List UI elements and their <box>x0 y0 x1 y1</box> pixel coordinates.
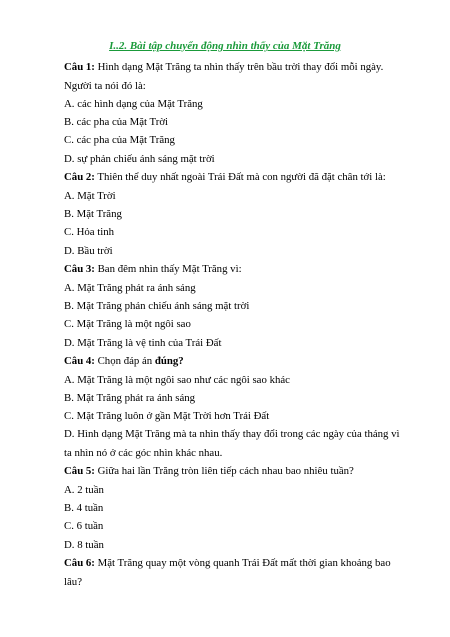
question-2-line-1 <box>64 170 386 184</box>
question-4-option-d-line-2: ta nhìn nó ở các góc nhìn khác nhau. <box>64 447 223 459</box>
question-5-label: Câu 5: <box>64 465 95 477</box>
question-1-option-b: B. các pha của Mặt Trời <box>64 116 169 128</box>
question-2-text: Thiên thể duy nhất ngoài Trái Đất mà con người đã đặt chân tới là: <box>97 171 386 183</box>
question-1-line-2: Người ta nói đó là: <box>64 80 146 92</box>
section-title: I..2. Bài tập chuyển động nhìn thấy của Mặt Trăng <box>109 40 341 52</box>
question-6-text: Mặt Trăng quay một vòng quanh Trái Đất mất thời gian khoảng bao <box>97 557 391 569</box>
question-5-option-c: C. 6 tuần <box>64 520 104 532</box>
question-4-text: Chọn đáp án <box>97 355 153 367</box>
question-2-label: Câu 2: <box>64 171 95 183</box>
question-1-option-d: D. sự phản chiếu ánh sáng mặt trời <box>64 153 215 165</box>
question-4-label: Câu 4: <box>64 355 95 367</box>
question-5-option-a: A. 2 tuần <box>64 484 104 496</box>
question-4-option-c: C. Mặt Trăng luôn ở gần Mặt Trời hơn Trái Đất <box>64 410 270 422</box>
question-3-option-b: B. Mặt Trăng phản chiếu ánh sáng mặt trời <box>64 300 250 312</box>
question-5-line-1 <box>64 464 354 478</box>
question-1-label: Câu 1: <box>64 61 95 73</box>
question-3-option-d: D. Mặt Trăng là vệ tinh của Trái Đất <box>64 337 222 349</box>
question-4-line-1 <box>64 354 184 368</box>
question-1-line-1 <box>64 60 383 74</box>
question-5-option-b: B. 4 tuần <box>64 502 104 514</box>
question-2-option-d: D. Bầu trời <box>64 245 113 257</box>
question-5-text: Giữa hai lần Trăng tròn liên tiếp cách nhau bao nhiêu tuần? <box>97 465 354 477</box>
question-4-option-a: A. Mặt Trăng là một ngôi sao như các ngôi sao khác <box>64 374 290 386</box>
question-1-option-c: C. các pha của Mặt Trăng <box>64 134 175 146</box>
question-4-option-b: B. Mặt Trăng phát ra ánh sáng <box>64 392 196 404</box>
question-4-emphasis: đúng? <box>154 355 184 367</box>
question-4-option-d-line-1: D. Hình dạng Mặt Trăng mà ta nhìn thấy thay đổi trong các ngày của tháng vì <box>64 428 400 440</box>
question-3-option-a: A. Mặt Trăng phát ra ánh sáng <box>64 282 196 294</box>
question-6-line-1 <box>64 556 391 570</box>
question-5-option-d: D. 8 tuần <box>64 539 104 551</box>
question-1-text: Hình dạng Mặt Trăng ta nhìn thấy trên bầu trời thay đổi mỗi ngày. <box>97 61 384 73</box>
question-3-text: Ban đêm nhìn thấy Mặt Trăng vì: <box>97 263 242 275</box>
question-3-line-1 <box>64 262 242 276</box>
question-6-line-2: lâu? <box>64 576 82 588</box>
question-3-label: Câu 3: <box>64 263 95 275</box>
question-2-option-c: C. Hỏa tinh <box>64 226 115 238</box>
question-2-option-a: A. Mặt Trời <box>64 190 116 202</box>
question-1-option-a: A. các hình dạng của Mặt Trăng <box>64 98 203 110</box>
question-6-label: Câu 6: <box>64 557 95 569</box>
question-2-option-b: B. Mặt Trăng <box>64 208 122 220</box>
question-3-option-c: C. Mặt Trăng là một ngôi sao <box>64 318 191 330</box>
